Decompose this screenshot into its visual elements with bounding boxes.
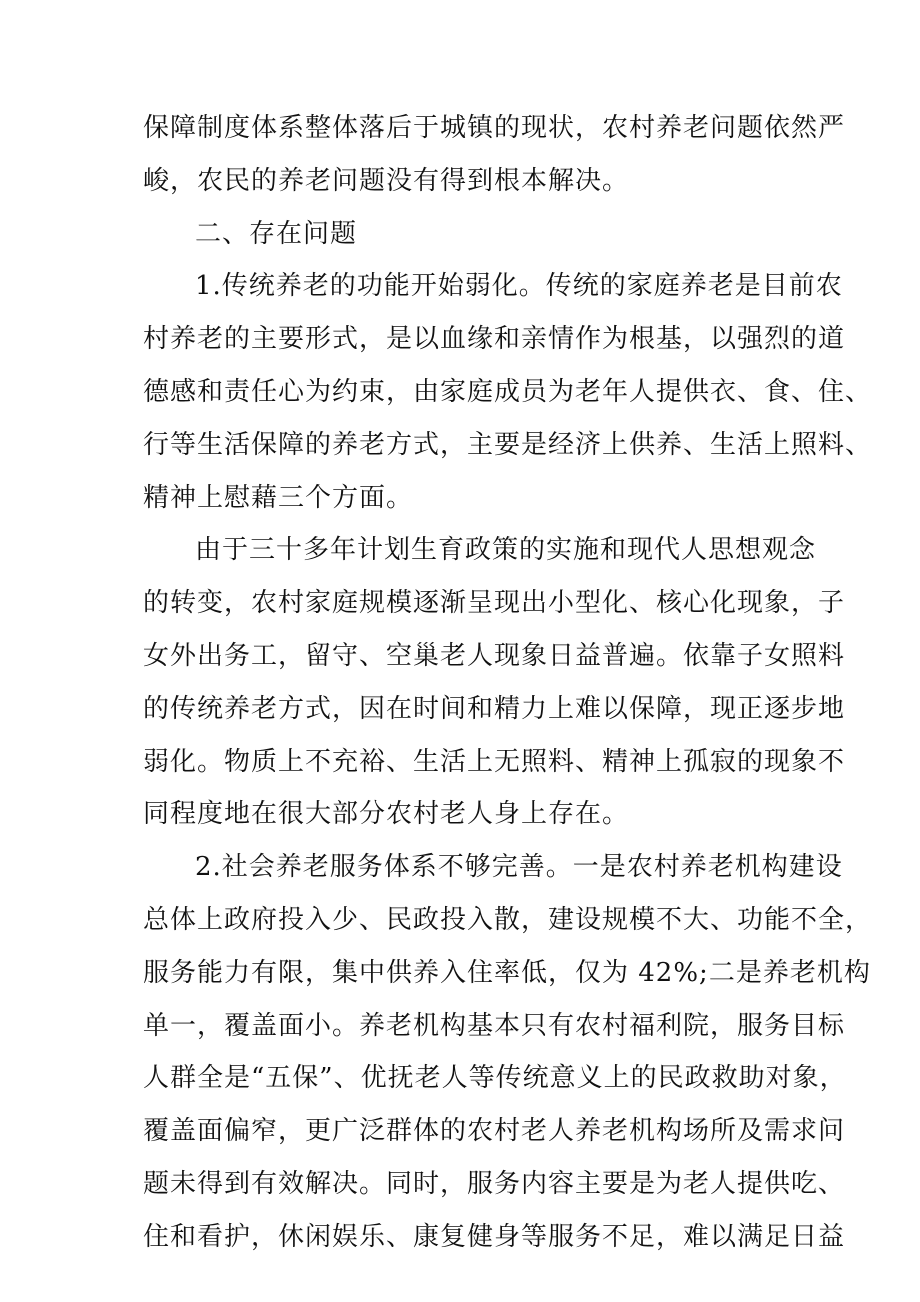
text-line: 单一，覆盖面小。养老机构基本只有农村福利院，服务目标 — [143, 1010, 846, 1041]
paragraph-first-line: 由于三十多年计划生育政策的实施和现代人思想观念 — [195, 535, 817, 566]
text-line: 德感和责任心为约束，由家庭成员为老年人提供衣、食、住、 — [143, 376, 873, 407]
text-line: 峻，农民的养老问题没有得到根本解决。 — [143, 165, 630, 196]
text-line: 的转变，农村家庭规模逐渐呈现出小型化、核心化现象，子 — [143, 588, 846, 619]
paragraph-first-line: 2.社会养老服务体系不够完善。一是农村养老机构建设 — [195, 852, 843, 883]
text-line: 女外出务工，留守、空巢老人现象日益普遍。依靠子女照料 — [143, 640, 846, 671]
document-body — [143, 102, 873, 1264]
text-line: 服务能力有限，集中供养入住率低，仅为 42%;二是养老机构 — [143, 957, 871, 988]
text-line: 覆盖面偏窄，更广泛群体的农村老人养老机构场所及需求问 — [143, 1116, 846, 1147]
text-line: 村养老的主要形式，是以血缘和亲情作为根基，以强烈的道 — [143, 324, 846, 355]
text-line: 题未得到有效解决。同时，服务内容主要是为老人提供吃、 — [143, 1168, 846, 1199]
text-line: 的传统养老方式，因在时间和精力上难以保障，现正逐步地 — [143, 693, 846, 724]
text-line: 总体上政府投入少、民政投入散，建设规模不大、功能不全， — [143, 904, 873, 935]
text-line: 住和看护，休闲娱乐、康复健身等服务不足，难以满足日益 — [143, 1221, 846, 1252]
paragraph-first-line: 1.传统养老的功能开始弱化。传统的家庭养老是目前农 — [195, 271, 843, 302]
text-line: 人群全是“五保”、优抚老人等传统意义上的民政救助对象， — [143, 1063, 847, 1094]
text-line: 行等生活保障的养老方式，主要是经济上供养、生活上照料、 — [143, 429, 873, 460]
text-line: 精神上慰藉三个方面。 — [143, 482, 414, 513]
text-line: 弱化。物质上不充裕、生活上无照料、精神上孤寂的现象不 — [143, 746, 846, 777]
text-line: 保障制度体系整体落后于城镇的现状，农村养老问题依然严 — [143, 113, 846, 143]
section-heading: 二、存在问题 — [195, 218, 358, 249]
text-line: 同程度地在很大部分农村老人身上存在。 — [143, 799, 630, 830]
